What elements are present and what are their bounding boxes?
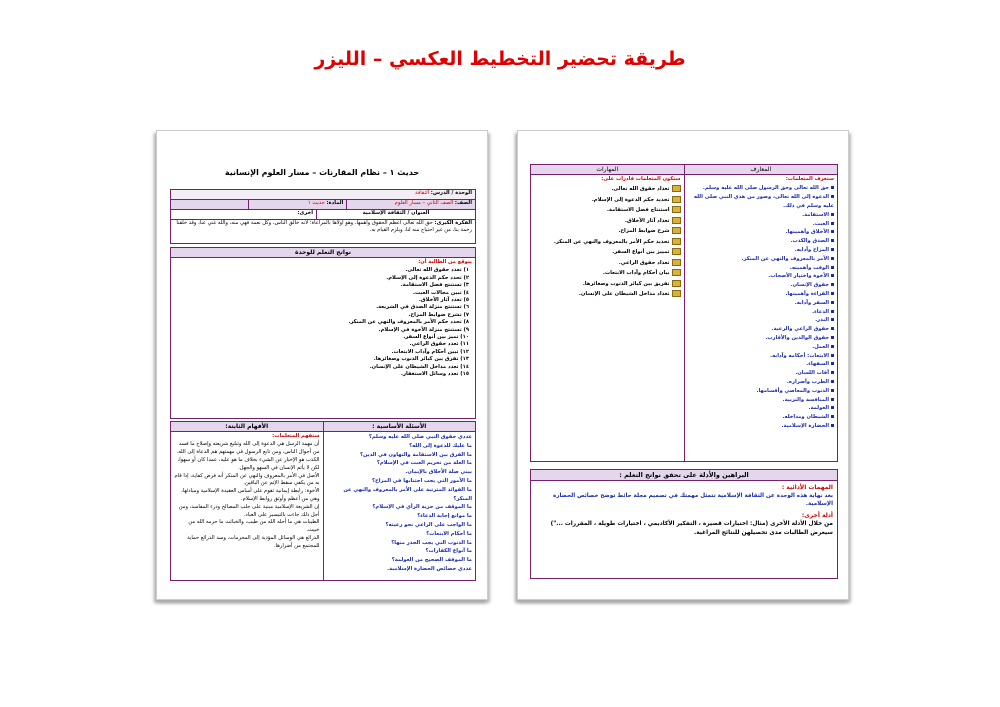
question-item: ما أنواع الكفارات؟ [425, 548, 472, 555]
book-icon [672, 280, 681, 287]
bullet-icon [831, 292, 834, 295]
understanding-item: إن الشريعة الإسلامية مبنية على جلب المصالح ودرء المفاسد، ومن أجل ذلك جاءت بالتيسير على العباد. [178, 503, 320, 518]
knowledge-item [688, 299, 835, 308]
skill-item-text: تمييز بين أنواع السفر. [612, 249, 670, 256]
knowledge-item-text: السفهاء. [806, 361, 829, 368]
skill-item-text: تحديد حكم الأمر بالمعروف والنهي عن المنكر. [553, 238, 670, 245]
skills-column [531, 165, 684, 461]
question-item: ما عليك للدعوة إلى الله؟ [409, 442, 472, 449]
book-icon [672, 269, 681, 276]
question-item: ما الواجب على الراعي نحو رعيته؟ [385, 521, 472, 528]
knowledge-item-text: السفر وآدابه. [794, 299, 829, 306]
bullet-icon [831, 371, 834, 374]
question-item: ما الذنوب التي يجب الحذر منها؟ [391, 539, 472, 546]
knowledge-item [688, 308, 835, 317]
knowledge-item [688, 211, 835, 220]
outcome-item: ١) تعدد حقوق الله تعالى. [405, 267, 469, 274]
knowledge-item-text: العمل. [812, 343, 829, 350]
knowledge-item [688, 220, 835, 229]
skill-item-text: تعداد حقوق الله تعالى. [611, 186, 670, 193]
understanding-item: الأخوة: رابطة إيمانية تقوم على أساس العقيدة الإسلامية ومبادئها، وهي من أعظم وأوثق روابط الإسلام. [181, 488, 320, 502]
knowledge-item [688, 246, 835, 255]
knowledge-skills-box [530, 164, 838, 462]
skill-item [534, 247, 681, 258]
bullet-icon [831, 257, 834, 260]
skill-item-text: تعداد مداخل الشيطان على الإنسان. [578, 291, 670, 298]
questions-header: الأسئلة الأساسية : [324, 422, 476, 432]
bullet-icon [831, 354, 834, 357]
knowledge-item-text: المنافسة والتربية. [782, 396, 829, 403]
bullet-icon [831, 389, 834, 392]
knowledge-item [688, 422, 835, 431]
knowledge-item [688, 387, 835, 396]
skill-item [534, 184, 681, 195]
right-page [517, 130, 849, 600]
big-idea-label: الفكرة الكبرى: [434, 220, 472, 226]
knowledge-header: المعارف [685, 165, 838, 175]
bullet-icon [831, 266, 834, 269]
skill-item-text: تعداد حقوق الراعي. [618, 259, 670, 266]
skill-item-text: تعداد آثار الأخلاق. [624, 217, 670, 224]
bullet-icon [831, 424, 834, 427]
unit-label: الوحدة / الدرس: [430, 190, 472, 196]
understanding-item: أن مهمة الرسل هي الدعوة إلى الله وتبليغ شريعته وإصلاح ما فسد من أحوال الناس، ومن تابع الرسول في مهمتهم هم الدعاة إلى الله. [176, 441, 320, 456]
outcome-item: ٤) تبين مجالات العبث. [412, 289, 469, 296]
outcome-item: ١٥) تعدد وسائل الاستغفار. [401, 371, 469, 378]
knowledge-item [688, 316, 835, 325]
book-icon [672, 227, 681, 234]
knowledge-item [688, 378, 835, 387]
knowledge-item [688, 369, 835, 378]
outcome-item: ١٢) تبين أحكام وآداب الابتعاث. [391, 348, 469, 355]
outcome-item: ٣) تستنتج فضل الاستقامة. [400, 282, 469, 289]
knowledge-column [684, 165, 838, 461]
bullet-icon [831, 213, 834, 216]
title-label: العنوان / الثقافة الإسلامية [362, 210, 430, 216]
knowledge-item-text: آفات اللسان. [795, 370, 829, 377]
outcome-item: ٨) تحدد حكم الأمر بالمعروف والنهي عن المنكر. [348, 319, 469, 326]
knowledge-item-text: العبث. [812, 220, 829, 227]
book-icon [672, 196, 681, 203]
knowledge-item [688, 360, 835, 369]
task-text: بعد نهاية هذه الوحدة عن الثقافة الإسلامية تتمثل مهمتك في تصميم مجلة حائط توضح خصائص الحضارة الإسلامية. [552, 493, 833, 507]
left-page [156, 130, 488, 600]
question-item: بيني صلة الأخلاق بالإيمان. [405, 469, 472, 476]
knowledge-item-text: الدعاء. [812, 308, 829, 315]
knowledge-item-text: الدعوة إلى الله تعالى، وصور من هدي النبي صلى الله عليه وسلم في ذلك. [693, 194, 834, 209]
outcome-item: ١٠) تميز بين أنواع السفر. [403, 334, 469, 341]
bullet-icon [831, 362, 834, 365]
skill-item [534, 226, 681, 237]
knowledge-item [688, 255, 835, 264]
unit-value: الثقافة [415, 190, 430, 196]
understandings-list [171, 441, 323, 550]
knowledge-item-text: الشيطان ومداخله. [782, 414, 829, 421]
question-item: ما أحكام الابتعاث؟ [426, 530, 472, 537]
skills-header: المهارات [531, 165, 684, 175]
bullet-icon [831, 222, 834, 225]
bullet-icon [831, 327, 834, 330]
knowledge-item-text: الحضارة الإسلامية. [781, 422, 829, 429]
other-evidence-text: من خلال الأدلة الأخرى (مثال: اختبارات قصيرة ، التفكير الأكاديمي ، اختبارات طويلة ، المقررات ...") سيعرض الطالبات مدى تحصيلهن للنتائج المراغبة. [550, 521, 833, 536]
knowledge-item [688, 334, 835, 343]
knowledge-item-text: الابتعاث: أحكامه وآدابه. [770, 352, 829, 359]
knowledge-item-text: المزاح وآدابه. [794, 246, 829, 253]
bullet-icon [831, 248, 834, 251]
understanding-item: الكذب هو الإخبار عن الشيء بخلاف ما هو عليه، عمدا كان أو سهوا، لكن لا يأثم الإنسان في السهو والجهل. [177, 457, 320, 471]
bullet-icon [831, 283, 834, 286]
knowledge-item-text: حقوق الراعي والرعية. [771, 326, 829, 333]
understanding-item: الأصل في الأمر بالمعروف والنهي عن المنكر أنه فرض كفاية، إذا قام به من يكفي سقط الإثم عن الباقين. [174, 472, 320, 487]
knowledge-item-text: الطرب وأضراره. [786, 378, 829, 385]
subject-label: المادة: [326, 200, 344, 206]
understandings-questions-box [170, 421, 476, 581]
big-idea-text: حق الله تعالى أعظم الحقوق وأهمها، وهو أولاها بالمراعاة؛ لأنه خالق الناس، وكل نعمة فهي منه، والله غني عنا، وقد خلقنا رحمة بنا، من غير احتياج منه لنا، ويلزم القيام به. [176, 220, 472, 234]
outcome-item: ٦) تستنتج منزلة الصدق في الشريعة. [376, 304, 469, 311]
bullet-icon [831, 195, 834, 198]
evidence-box [530, 469, 838, 579]
knowledge-list [685, 184, 838, 430]
expected-label: يتوقع من الطالبة أن: [418, 259, 472, 265]
knowledge-item-text: العولمة. [808, 405, 829, 412]
knowledge-label: ستعرف المتعلمات: [785, 176, 834, 182]
book-icon [672, 259, 681, 266]
knowledge-item [688, 343, 835, 352]
skill-item-text: تفريق بين كبائر الذنوب وصغائرها. [582, 280, 670, 287]
knowledge-item-text: حقوق الوالدين والأقارب. [765, 334, 829, 341]
knowledge-item [688, 404, 835, 413]
skills-label: ستكون المتعلمات قادرات على: [601, 176, 681, 182]
question-item: ما العلة من تحريم العبث في الإسلام؟ [376, 460, 472, 467]
knowledge-item [688, 281, 835, 290]
evidence-header: البراهين والأدلة على تحقق نواتج التعلم : [531, 470, 837, 481]
other-evidence-label: أدلة أخرى: [801, 512, 833, 519]
understandings-column [171, 422, 323, 580]
knowledge-item-text: النذر. [815, 317, 829, 324]
question-item: عددي خصائص الحضارة الإسلامية. [387, 565, 472, 572]
book-icon [672, 248, 681, 255]
knowledge-item-text: الوقت وأهميته. [789, 264, 829, 271]
subject-value: حديث ١ [307, 200, 325, 206]
lesson-info-table [170, 189, 476, 244]
book-icon [672, 290, 681, 297]
bullet-icon [831, 318, 834, 321]
knowledge-item [688, 184, 835, 193]
outcomes-box [170, 247, 476, 419]
bullet-icon [831, 310, 834, 313]
skill-item-text: بيان أحكام وآداب الابتعاث. [602, 270, 670, 277]
knowledge-item-text: الأمر بالمعروف والنهي عن المنكر. [741, 255, 829, 262]
skill-item [534, 258, 681, 269]
other-label: أخرى: [297, 210, 313, 216]
skill-item [534, 279, 681, 290]
bullet-icon [831, 380, 834, 383]
knowledge-item [688, 325, 835, 334]
skill-item [534, 195, 681, 206]
skill-item [534, 216, 681, 227]
knowledge-item [688, 264, 835, 273]
bullet-icon [831, 301, 834, 304]
skill-item-text: استنتاج فضل الاستقامة. [606, 207, 670, 214]
skill-item [534, 268, 681, 279]
bullet-icon [831, 230, 834, 233]
knowledge-item [688, 413, 835, 422]
left-page-heading: حديث ١ – نظام المقارنات – مسار العلوم الإنسانية [224, 168, 420, 177]
knowledge-item [688, 352, 835, 361]
knowledge-item-text: حقوق الإنسان. [790, 282, 829, 289]
bullet-icon [831, 274, 834, 277]
knowledge-item-text: القراءة وأهميتها. [785, 290, 829, 297]
bullet-icon [831, 398, 834, 401]
understanding-item: الطيبات هي ما أحله الله من طيب، والخبائث ما حرمه الله من خبيث. [188, 519, 320, 534]
questions-list [324, 432, 476, 575]
bullet-icon [831, 406, 834, 409]
page-main-title: طريقة تحضير التخطيط العكسي – الليزر [314, 48, 686, 70]
skills-list [531, 184, 684, 300]
skill-item-text: تحديد حكم الدعوة إلى الإسلام. [591, 196, 670, 203]
knowledge-item-text: حق الله تعالى وحق الرسول صلى الله عليه وسلم. [702, 185, 829, 192]
skill-item [534, 205, 681, 216]
knowledge-item-text: الأخلاق وأهميتها. [785, 229, 829, 236]
knowledge-item [688, 290, 835, 299]
outcome-item: ٢) تحدد حكم الدعوة إلى الإسلام. [386, 274, 469, 281]
skill-item [534, 289, 681, 300]
skill-item [534, 237, 681, 248]
bullet-icon [831, 239, 834, 242]
class-value: الصف الثاني – مسار العلوم [394, 200, 454, 206]
skill-item-text: شرح ضوابط المزاح. [618, 228, 670, 235]
knowledge-item-text: الذنوب والمعاصي وأقسامها. [756, 387, 829, 394]
question-item: عددي حقوق النبي صلى الله عليه وسلم؟ [368, 434, 472, 440]
book-icon [672, 185, 681, 192]
outcome-item: ١٣) تفرق بين كبائر الذنوب وصغائرها. [373, 356, 469, 363]
knowledge-item-text: الأخوة واختيار الأصحاب. [768, 273, 829, 280]
question-item: ما الموقف الصحيح من العولمة؟ [391, 557, 472, 564]
question-item: ما الفرق بين الاستقامة والتهاون في الدين؟ [359, 451, 472, 458]
knowledge-item [688, 193, 835, 211]
outcome-item: ١١) تعدد حقوق الراعي. [409, 341, 469, 348]
class-label: الصف: [454, 200, 472, 206]
outcome-item: ١٤) تعدد مداخل الشيطان على الإنسان. [369, 363, 469, 370]
knowledge-item [688, 272, 835, 281]
task-label: المهمات الأدائية : [781, 484, 833, 491]
question-item: ما الفوائد المترتبة على الأمر بالمعروف والنهي عن المنكر؟ [343, 486, 472, 502]
book-icon [672, 238, 681, 245]
bullet-icon [831, 336, 834, 339]
understanding-item: الذرائع هي الوسائل المؤدية إلى المحرمات، وسد الذرائع حماية للمجتمع من أضرارها. [187, 534, 320, 549]
knowledge-item [688, 396, 835, 405]
understandings-label: ستفهم المتعلمات: [272, 433, 320, 439]
bullet-icon [831, 345, 834, 348]
knowledge-item [688, 237, 835, 246]
outcomes-header: نواتج التعلم للوحدة [171, 248, 475, 258]
bullet-icon [831, 186, 834, 189]
knowledge-item-text: الصدق والكذب. [790, 238, 829, 245]
question-item: ما موانع إجابة الدعاء؟ [417, 513, 472, 520]
outcome-item: ٩) تستنتج منزلة الأخوة في الإسلام. [378, 326, 469, 333]
outcome-item: ٥) تعدد آثار الأخلاق. [418, 297, 469, 304]
outcome-item: ٧) تشرح ضوابط المزاح. [408, 311, 469, 318]
bullet-icon [831, 415, 834, 418]
questions-column [323, 422, 476, 580]
book-icon [672, 217, 681, 224]
book-icon [672, 206, 681, 213]
knowledge-item-text: الاستقامة. [802, 211, 829, 218]
understandings-header: الأفهام الثابتة: [171, 422, 323, 432]
question-item: ما الأمور التي يجب اجتنابها في المزاح؟ [372, 477, 472, 484]
knowledge-item [688, 228, 835, 237]
question-item: ما الموقف من حرية الرأي في الإسلام؟ [372, 504, 472, 511]
outcomes-list [171, 267, 475, 378]
